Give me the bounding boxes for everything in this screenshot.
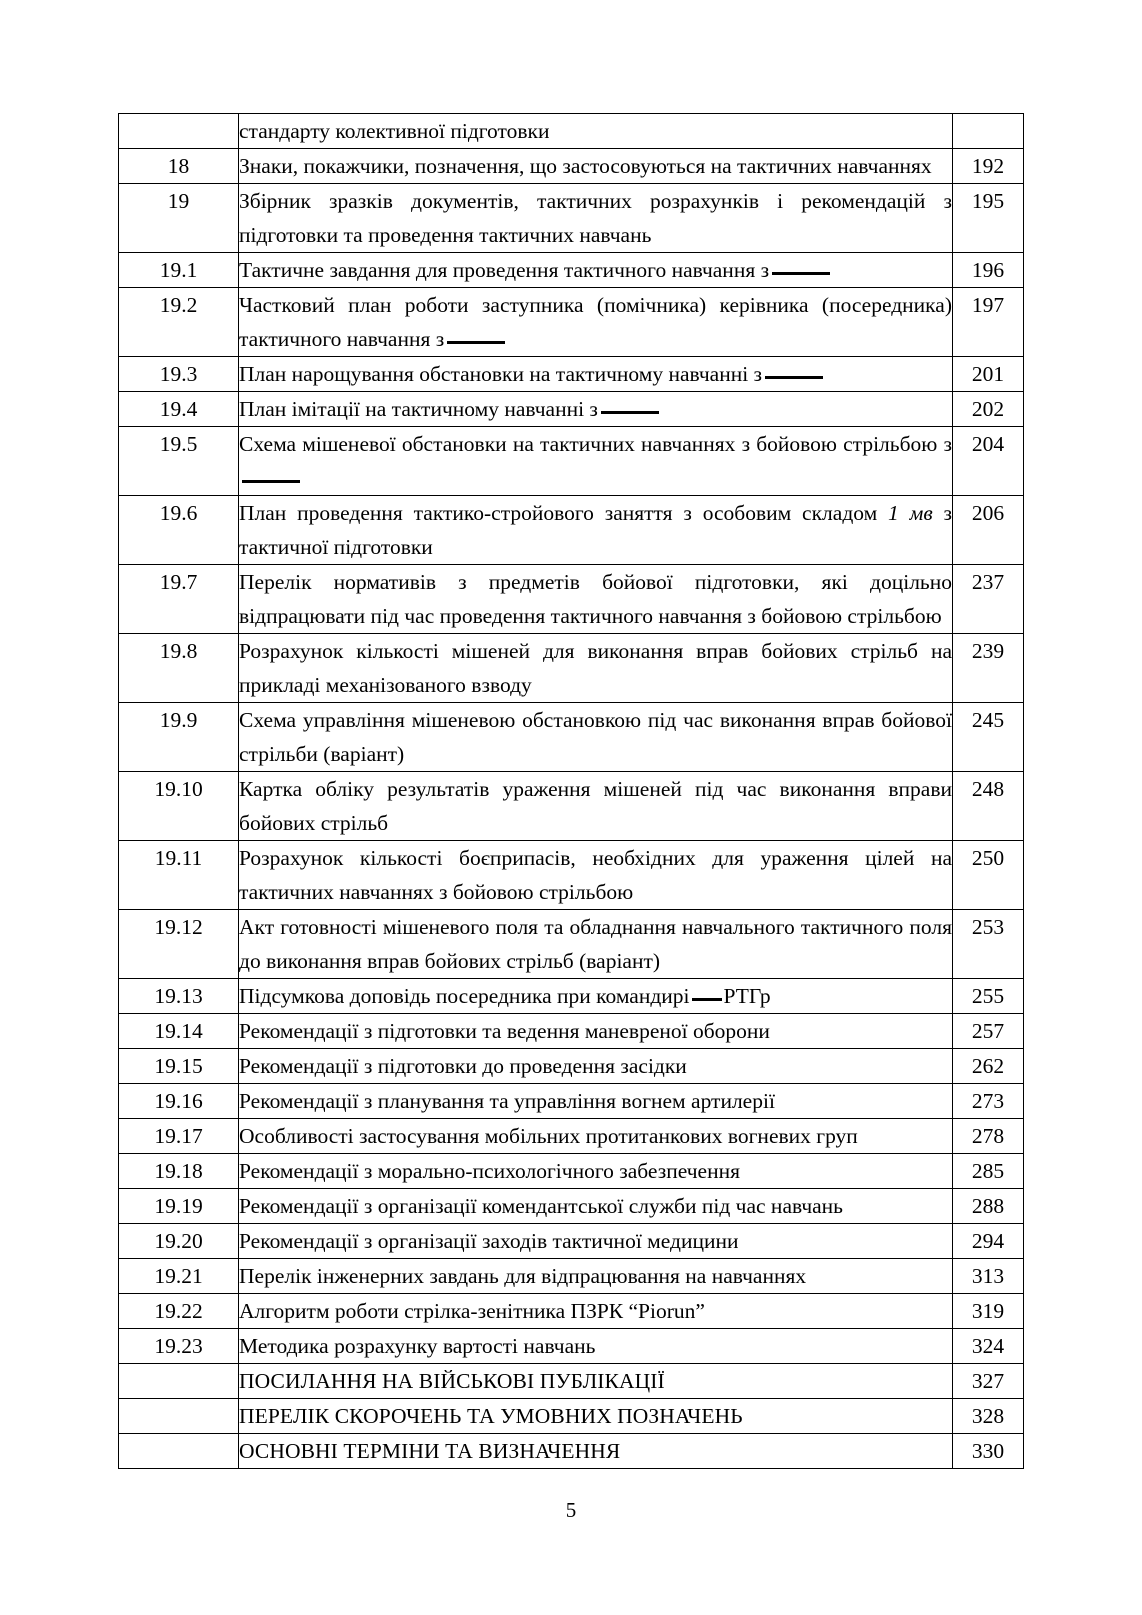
row-number-cell: 19.18 [119, 1154, 239, 1189]
row-title-cell [239, 427, 953, 496]
row-title-cell [239, 1014, 953, 1049]
row-title-cell [239, 392, 953, 427]
row-number-cell: 19.23 [119, 1329, 239, 1364]
table-row [119, 357, 1024, 392]
row-title-cell [239, 1259, 953, 1294]
row-number-cell [119, 1364, 239, 1399]
row-title-cell [239, 910, 953, 979]
row-title-text: Підсумкова доповідь посередника при командирі [239, 984, 690, 1008]
row-number-cell: 19.8 [119, 634, 239, 703]
table-row [119, 114, 1024, 149]
row-number-cell: 19.17 [119, 1119, 239, 1154]
table-row [119, 1294, 1024, 1329]
table-row [119, 1049, 1024, 1084]
row-title-text: Перелік нормативів з предметів бойової підготовки, які доцільно відпрацювати під час проведення тактичного навчання з бойовою стрільбою [239, 570, 952, 628]
row-title-cell [239, 1364, 953, 1399]
row-page-number-cell: 319 [953, 1294, 1024, 1329]
row-page-number-cell: 201 [953, 357, 1024, 392]
row-title-cell [239, 1084, 953, 1119]
row-number-cell: 18 [119, 149, 239, 184]
row-page-number-cell: 278 [953, 1119, 1024, 1154]
row-number-cell: 19.16 [119, 1084, 239, 1119]
table-row [119, 1364, 1024, 1399]
row-page-number-cell: 248 [953, 772, 1024, 841]
fill-in-blank-line [601, 411, 659, 414]
row-title-text: Рекомендації з організації комендантської служби під час навчань [239, 1194, 843, 1218]
row-page-number-cell: 294 [953, 1224, 1024, 1259]
table-row [119, 979, 1024, 1014]
table-row [119, 149, 1024, 184]
row-number-cell: 19.19 [119, 1189, 239, 1224]
row-title-text: ПОСИЛАННЯ НА ВІЙСЬКОВІ ПУБЛІКАЦІЇ [239, 1369, 665, 1393]
table-row [119, 1119, 1024, 1154]
row-title-text: Схема управління мішеневою обстановкою під час виконання вправ бойової стрільби (варіант) [239, 708, 952, 766]
row-title-text: Збірник зразків документів, тактичних розрахунків і рекомендацій з підготовки та проведення тактичних навчань [239, 189, 952, 247]
row-title-text: Перелік інженерних завдань для відпрацювання на навчаннях [239, 1264, 807, 1288]
row-title-cell [239, 149, 953, 184]
row-title-cell [239, 1399, 953, 1434]
row-title-cell [239, 114, 953, 149]
row-title-cell [239, 634, 953, 703]
row-page-number-cell: 257 [953, 1014, 1024, 1049]
row-title-cell [239, 772, 953, 841]
table-row [119, 634, 1024, 703]
row-page-number-cell [953, 114, 1024, 149]
row-title-text: Особливості застосування мобільних протитанкових вогневих груп [239, 1124, 858, 1148]
table-row [119, 1434, 1024, 1469]
row-title-text: Розрахунок кількості мішеней для виконання вправ бойових стрільб на прикладі механізованого взводу [239, 639, 952, 697]
row-number-cell [119, 114, 239, 149]
row-title-text: Рекомендації з організації заходів тактичної медицини [239, 1229, 739, 1253]
table-row [119, 427, 1024, 496]
row-page-number-cell: 313 [953, 1259, 1024, 1294]
row-page-number-cell: 285 [953, 1154, 1024, 1189]
row-number-cell: 19.2 [119, 288, 239, 357]
row-number-cell: 19.21 [119, 1259, 239, 1294]
row-number-cell: 19.14 [119, 1014, 239, 1049]
row-page-number-cell: 197 [953, 288, 1024, 357]
row-number-cell: 19.3 [119, 357, 239, 392]
row-title-text: План проведення тактико-стройового заняття з особовим складом 1 мв з тактичної підготовки [239, 501, 952, 559]
row-title-cell [239, 1189, 953, 1224]
row-title-text: Розрахунок кількості боєприпасів, необхідних для ураження цілей на тактичних навчаннях з бойовою стрільбою [239, 846, 952, 904]
table-row [119, 184, 1024, 253]
table-row [119, 1329, 1024, 1364]
row-title-text: Частковий план роботи заступника (помічника) керівника (посередника) тактичного навчання з [239, 293, 952, 351]
table-row [119, 910, 1024, 979]
table-row [119, 1189, 1024, 1224]
row-page-number-cell: 324 [953, 1329, 1024, 1364]
row-title-cell [239, 496, 953, 565]
table-row [119, 1259, 1024, 1294]
row-page-number-cell: 255 [953, 979, 1024, 1014]
row-number-cell: 19.10 [119, 772, 239, 841]
row-title-cell [239, 1154, 953, 1189]
row-title-text: Схема мішеневої обстановки на тактичних навчаннях з бойовою стрільбою з [239, 432, 952, 456]
row-title-text: Рекомендації з підготовки до проведення засідки [239, 1054, 687, 1078]
row-page-number-cell: 262 [953, 1049, 1024, 1084]
table-row [119, 565, 1024, 634]
row-title-tail: РТГр [723, 984, 771, 1008]
fill-in-blank-line [772, 272, 830, 275]
row-page-number-cell: 204 [953, 427, 1024, 496]
fill-in-blank-line [242, 480, 300, 483]
row-page-number-cell: 196 [953, 253, 1024, 288]
row-number-cell [119, 1399, 239, 1434]
row-number-cell: 19.11 [119, 841, 239, 910]
table-of-contents-table [118, 113, 1024, 1469]
row-number-cell: 19.6 [119, 496, 239, 565]
row-number-cell [119, 1434, 239, 1469]
row-number-cell: 19.7 [119, 565, 239, 634]
row-title-text: стандарту колективної підготовки [239, 119, 550, 143]
row-title-text: ПЕРЕЛІК СКОРОЧЕНЬ ТА УМОВНИХ ПОЗНАЧЕНЬ [239, 1404, 743, 1428]
row-title-cell [239, 1434, 953, 1469]
row-title-cell [239, 288, 953, 357]
row-page-number-cell: 273 [953, 1084, 1024, 1119]
row-page-number-cell: 330 [953, 1434, 1024, 1469]
row-title-text: Алгоритм роботи стрілка-зенітника ПЗРК “Piorun” [239, 1299, 705, 1323]
table-row [119, 1399, 1024, 1434]
row-number-cell: 19.13 [119, 979, 239, 1014]
table-row [119, 772, 1024, 841]
table-row [119, 392, 1024, 427]
table-row [119, 841, 1024, 910]
row-title-text: Рекомендації з планування та управління вогнем артилерії [239, 1089, 775, 1113]
row-title-text: Рекомендації з морально-психологічного забезпечення [239, 1159, 740, 1183]
row-title-cell [239, 184, 953, 253]
row-title-text: Знаки, покажчики, позначення, що застосовуються на тактичних навчаннях [239, 154, 932, 178]
row-number-cell: 19.1 [119, 253, 239, 288]
fill-in-blank-line [765, 376, 823, 379]
row-page-number-cell: 288 [953, 1189, 1024, 1224]
fill-in-blank-line [447, 341, 505, 344]
row-page-number-cell: 192 [953, 149, 1024, 184]
row-number-cell: 19.22 [119, 1294, 239, 1329]
row-number-cell: 19.20 [119, 1224, 239, 1259]
row-title-cell [239, 1329, 953, 1364]
row-number-cell: 19.9 [119, 703, 239, 772]
table-row [119, 1014, 1024, 1049]
row-page-number-cell: 239 [953, 634, 1024, 703]
row-number-cell: 19.12 [119, 910, 239, 979]
row-number-cell: 19 [119, 184, 239, 253]
row-title-text: Картка обліку результатів ураження мішеней під час виконання вправи бойових стрільб [239, 777, 952, 835]
row-title-text: Тактичне завдання для проведення тактичного навчання з [239, 258, 770, 282]
row-number-cell: 19.5 [119, 427, 239, 496]
row-page-number-cell: 253 [953, 910, 1024, 979]
row-number-cell: 19.4 [119, 392, 239, 427]
table-row [119, 1224, 1024, 1259]
page-folio: 5 [565, 1498, 577, 1522]
row-page-number-cell: 206 [953, 496, 1024, 565]
table-row [119, 496, 1024, 565]
row-title-cell [239, 841, 953, 910]
row-page-number-cell: 245 [953, 703, 1024, 772]
row-title-text: План нарощування обстановки на тактичному навчанні з [239, 362, 763, 386]
row-title-cell [239, 1049, 953, 1084]
table-body [119, 114, 1024, 1469]
row-page-number-cell: 327 [953, 1364, 1024, 1399]
row-page-number-cell: 195 [953, 184, 1024, 253]
table-row [119, 1084, 1024, 1119]
row-title-text: План імітації на тактичному навчанні з [239, 397, 598, 421]
row-page-number-cell: 328 [953, 1399, 1024, 1434]
row-title-cell [239, 703, 953, 772]
emphasis-text: 1 мв [888, 501, 933, 525]
row-number-cell: 19.15 [119, 1049, 239, 1084]
table-row [119, 1154, 1024, 1189]
row-title-cell [239, 979, 953, 1014]
row-title-cell [239, 1294, 953, 1329]
row-title-text: Методика розрахунку вартості навчань [239, 1334, 596, 1358]
row-page-number-cell: 202 [953, 392, 1024, 427]
row-title-text: Рекомендації з підготовки та ведення маневреної оборони [239, 1019, 770, 1043]
row-title-text: ОСНОВНІ ТЕРМІНИ ТА ВИЗНАЧЕННЯ [239, 1439, 621, 1463]
table-row [119, 253, 1024, 288]
row-title-cell [239, 253, 953, 288]
row-title-cell [239, 357, 953, 392]
row-title-cell [239, 1224, 953, 1259]
row-title-text: Акт готовності мішеневого поля та обладнання навчального тактичного поля до виконання вправ бойових стрільб (варіант) [239, 915, 952, 973]
row-page-number-cell: 250 [953, 841, 1024, 910]
fill-in-blank-line [692, 998, 722, 1001]
row-title-cell [239, 1119, 953, 1154]
row-page-number-cell: 237 [953, 565, 1024, 634]
table-row [119, 703, 1024, 772]
row-title-cell [239, 565, 953, 634]
table-row [119, 288, 1024, 357]
